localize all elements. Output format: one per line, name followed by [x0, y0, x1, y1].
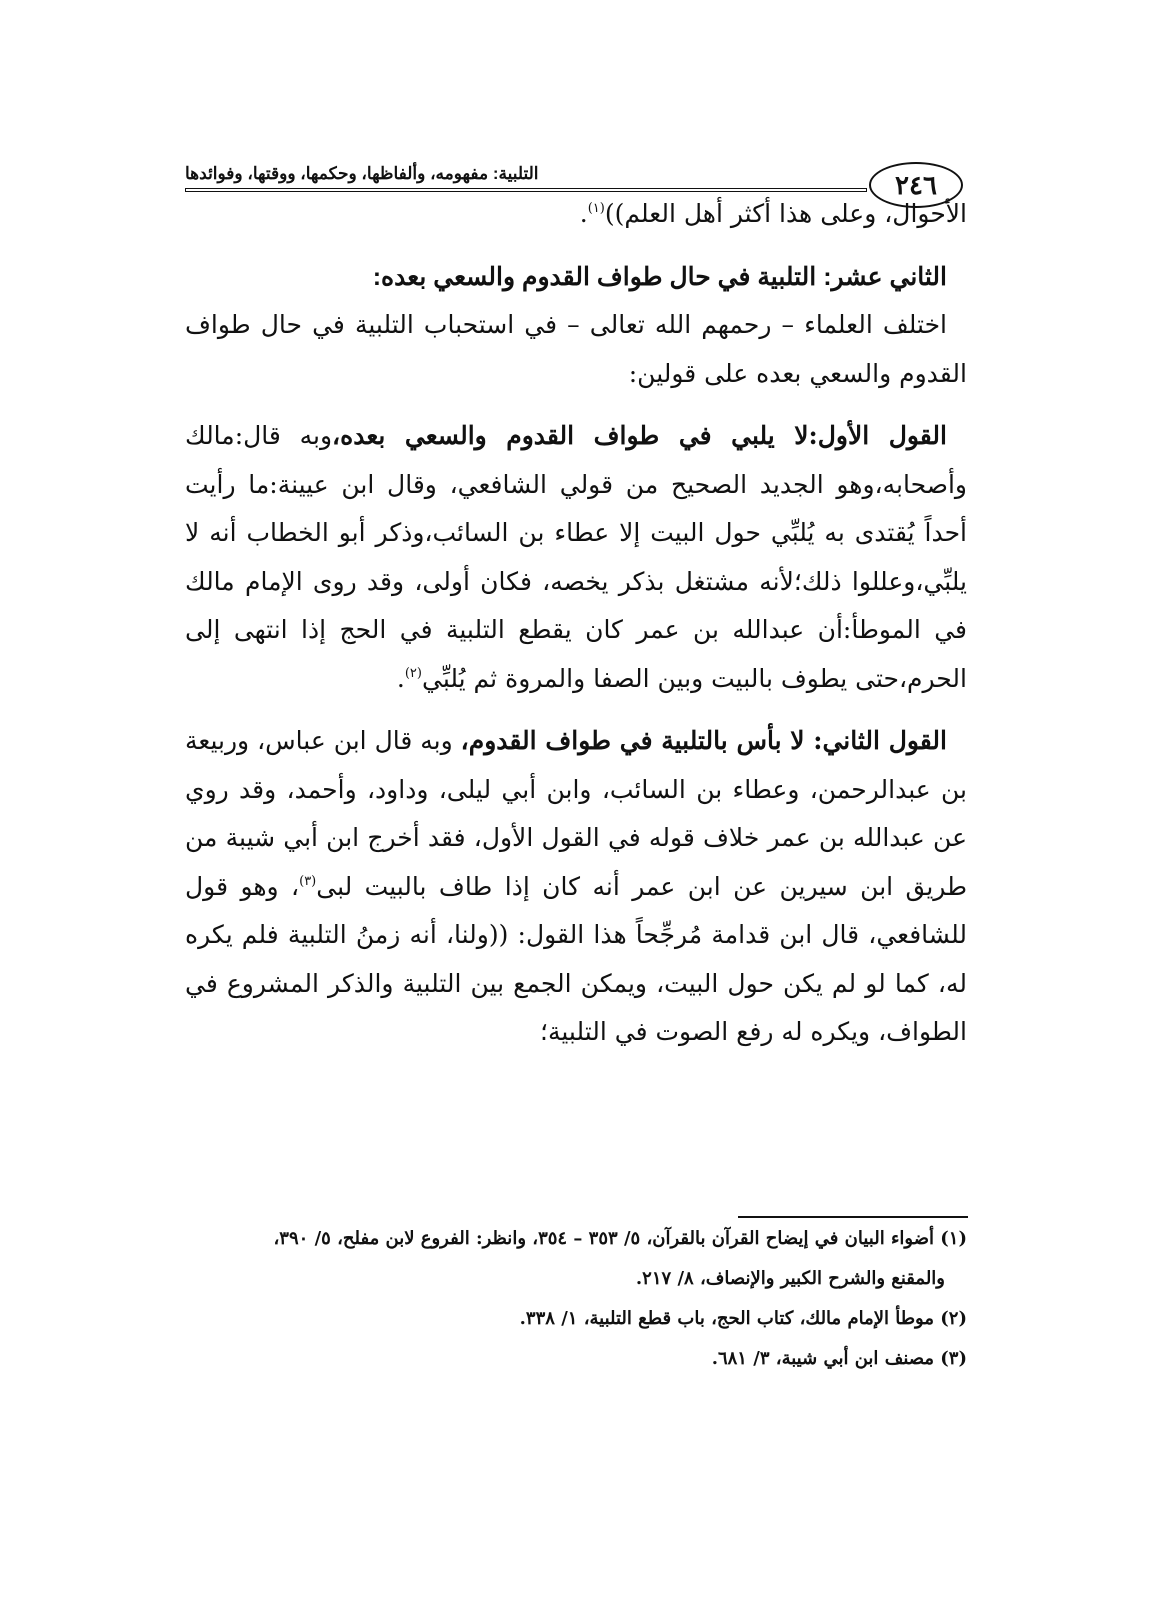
footnote-ref: (٢): [404, 665, 422, 681]
opinion-label: القول الثاني: لا بأس بالتلبية في طواف القدوم،: [460, 726, 947, 755]
paragraph-second-opinion: [185, 717, 967, 1057]
opinion-label: القول الأول:لا يلبي في طواف القدوم والسعي بعده،: [332, 421, 947, 450]
footnote-1: [185, 1222, 967, 1296]
footnote-ref: (١): [587, 201, 605, 216]
text: وبه قال:مالك وأصحابه،وهو الجديد الصحيح من قولي الشافعي، وقال ابن عيينة:ما رأيت أحداً يُقتدى به يُلبِّي حول البيت إلا عطاء بن السائب،وذكر أبو الخطاب أنه لا يلبِّي،وعللوا ذلك؛لأنه مشتغل بذكر يخصه، فكان أولى، وقد روى الإمام مالك في الموطأ:أن عبدالله بن عمر كان يقطع التلبية في الحج إذا انتهى إلى الحرم،حتى يطوف بالبيت وبين الصفا والمروة ثم يُلبِّي: [185, 421, 967, 693]
footnote-2: (٢) موطأ الإمام مالك، كتاب الحج، باب قطع التلبية، ١/ ٣٣٨.: [519, 1308, 967, 1329]
body-text: [185, 190, 967, 1071]
text: ، وهو قول للشافعي، قال ابن قدامة مُرجِّحاً هذا القول: ((ولنا، أنه زمنُ التلبية فلم يكره له، كما لو لم يكن حول البيت، ويمكن الجمع بين التلبية والذكر المشروع في الطواف، ويكره له رفع الصوت في التلبية؛: [185, 871, 967, 1046]
paragraph-first-opinion: [185, 412, 967, 703]
footnote-ref: (٣): [299, 873, 317, 889]
running-title: [185, 164, 865, 184]
footnote-3: (٣) مصنف ابن أبي شيبة، ٣/ ٦٨١.: [711, 1348, 967, 1369]
footnotes: [185, 1222, 967, 1382]
text: وبه قال ابن عباس، وربيعة بن عبدالرحمن، وعطاء بن السائب، وابن أبي ليلى، وداود، وأحمد، وقد روي عن عبدالله بن عمر خلاف قوله في القول الأول، فقد أخرج ابن أبي شيبة من طريق ابن سيرين عن ابن عمر أنه كان إذا طاف بالبيت لبى: [185, 726, 968, 901]
paragraph-continuation: [185, 190, 967, 239]
footnote-text: (١) أضواء البيان في إيضاح القرآن بالقرآن، ٥/ ٣٥٣ – ٣٥٤، وانظر: الفروع لابن مفلح، ٥/ ٣٩٠،: [273, 1228, 967, 1249]
footnote-text: والمقنع والشرح الكبير والإنصاف، ٨/ ٢١٧.: [635, 1268, 945, 1289]
section-heading: الثاني عشر: التلبية في حال طواف القدوم والسعي بعده:: [372, 262, 947, 291]
running-title-text: التلبية: مفهومه، وألفاظها، وحكمها، ووقتها، وفوائدها: [185, 164, 539, 183]
text: .: [396, 663, 405, 693]
text: .: [579, 199, 588, 228]
paragraph-intro: اختلف العلماء – رحمهم الله تعالى – في استحباب التلبية في حال طواف القدوم والسعي بعده على قولين:: [185, 310, 967, 388]
page-number: ٢٤٦: [869, 162, 963, 208]
text: الأحوال، وعلى هذا أكثر أهل العلم)): [604, 199, 967, 228]
footnote-divider: [738, 1216, 968, 1218]
